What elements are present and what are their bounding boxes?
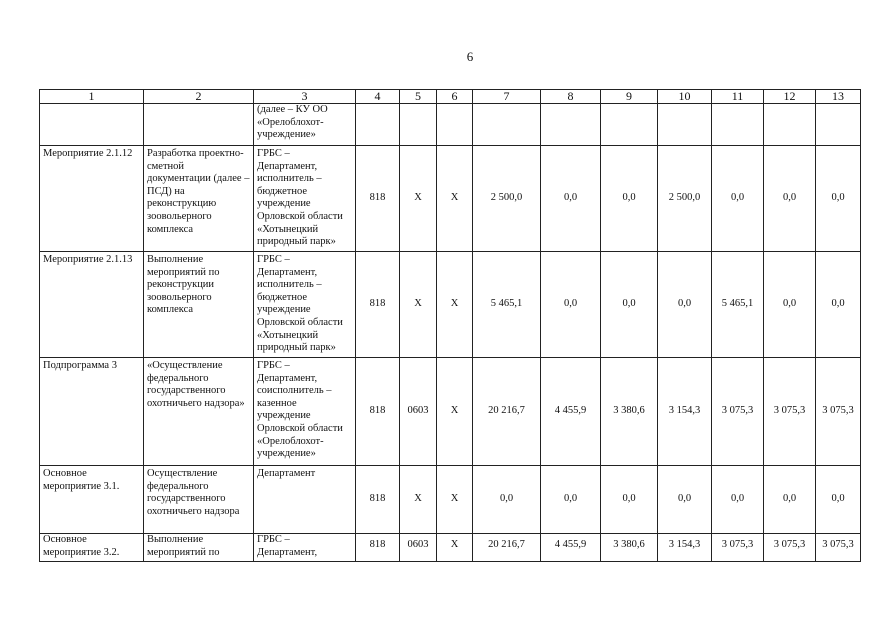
- cell-c2: Осуществление федерального государственного охотничьего надзора: [144, 466, 254, 534]
- cell-value: 3 380,6: [601, 534, 658, 562]
- table-row: [40, 358, 861, 466]
- cell-value: Х: [437, 358, 473, 466]
- cell-value: [658, 104, 712, 146]
- cell-value: 0,0: [658, 466, 712, 534]
- cell-value: 3 075,3: [816, 358, 861, 466]
- cell-value: 0,0: [541, 146, 601, 252]
- cell-c2: Выполнение мероприятий по реконструкции зоовольерного комплекса: [144, 252, 254, 358]
- cell-value: 0,0: [816, 252, 861, 358]
- header-cell-7: 7: [473, 90, 541, 104]
- cell-value: 0,0: [764, 466, 816, 534]
- cell-value: [437, 104, 473, 146]
- header-cell-9: 9: [601, 90, 658, 104]
- header-cell-4: 4: [356, 90, 400, 104]
- header-cell-8: 8: [541, 90, 601, 104]
- cell-value: [356, 104, 400, 146]
- cell-c1: Основное мероприятие 3.1.: [40, 466, 144, 534]
- header-cell-6: 6: [437, 90, 473, 104]
- cell-value: 0,0: [473, 466, 541, 534]
- cell-value: 0,0: [658, 252, 712, 358]
- cell-value: 0,0: [601, 146, 658, 252]
- cell-c1: Основное мероприятие 3.2.: [40, 534, 144, 562]
- cell-value: 0603: [400, 358, 437, 466]
- cell-value: [541, 104, 601, 146]
- cell-c1: Мероприятие 2.1.13: [40, 252, 144, 358]
- table-row: [40, 104, 861, 146]
- cell-value: 818: [356, 358, 400, 466]
- cell-c3: ГРБС – Департамент, соисполнитель – казенное учреждение Орловской области «Орелоблохот-учреждение»: [254, 358, 356, 466]
- table-row: [40, 146, 861, 252]
- cell-c1: [40, 104, 144, 146]
- cell-value: Х: [400, 252, 437, 358]
- cell-c1: Мероприятие 2.1.12: [40, 146, 144, 252]
- cell-c3: ГРБС – Департамент, исполнитель – бюджетное учреждение Орловской области «Хотынецкий природный парк»: [254, 252, 356, 358]
- cell-value: [473, 104, 541, 146]
- cell-value: [712, 104, 764, 146]
- table-row: [40, 466, 861, 534]
- cell-value: 0,0: [601, 252, 658, 358]
- cell-value: 3 154,3: [658, 358, 712, 466]
- cell-value: 0603: [400, 534, 437, 562]
- cell-value: Х: [400, 146, 437, 252]
- cell-value: Х: [437, 466, 473, 534]
- table-row: [40, 252, 861, 358]
- cell-value: 818: [356, 534, 400, 562]
- header-cell-5: 5: [400, 90, 437, 104]
- cell-value: 3 075,3: [764, 534, 816, 562]
- cell-value: 4 455,9: [541, 358, 601, 466]
- cell-value: 0,0: [764, 146, 816, 252]
- cell-value: 0,0: [601, 466, 658, 534]
- cell-c3: (далее – КУ ОО «Орелоблохот-учреждение»: [254, 104, 356, 146]
- header-cell-10: 10: [658, 90, 712, 104]
- cell-value: Х: [437, 146, 473, 252]
- cell-value: [601, 104, 658, 146]
- cell-value: 3 075,3: [816, 534, 861, 562]
- cell-c2: [144, 104, 254, 146]
- cell-value: 20 216,7: [473, 358, 541, 466]
- cell-value: 3 154,3: [658, 534, 712, 562]
- cell-value: 0,0: [712, 146, 764, 252]
- cell-value: 818: [356, 252, 400, 358]
- cell-value: 3 075,3: [764, 358, 816, 466]
- cell-value: 5 465,1: [712, 252, 764, 358]
- cell-value: 818: [356, 466, 400, 534]
- table-row: [40, 534, 861, 562]
- cell-value: Х: [400, 466, 437, 534]
- cell-value: 0,0: [816, 146, 861, 252]
- cell-value: 3 075,3: [712, 358, 764, 466]
- cell-value: 3 380,6: [601, 358, 658, 466]
- header-cell-13: 13: [816, 90, 861, 104]
- cell-value: [816, 104, 861, 146]
- cell-c2: «Осуществление федерального государственного охотничьего надзора»: [144, 358, 254, 466]
- header-cell-1: 1: [40, 90, 144, 104]
- cell-value: 20 216,7: [473, 534, 541, 562]
- cell-value: [400, 104, 437, 146]
- cell-value: 3 075,3: [712, 534, 764, 562]
- cell-value: 0,0: [541, 252, 601, 358]
- cell-value: 0,0: [816, 466, 861, 534]
- cell-c3: ГРБС – Департамент, исполнитель – бюджетное учреждение Орловской области «Хотынецкий природный парк»: [254, 146, 356, 252]
- header-row: [40, 90, 861, 104]
- budget-table: [39, 89, 861, 562]
- header-cell-11: 11: [712, 90, 764, 104]
- header-cell-3: 3: [254, 90, 356, 104]
- cell-value: Х: [437, 534, 473, 562]
- cell-value: 2 500,0: [658, 146, 712, 252]
- cell-value: 0,0: [712, 466, 764, 534]
- cell-c2: Выполнение мероприятий по: [144, 534, 254, 562]
- cell-c2: Разработка проектно-сметной документации (далее – ПСД) на реконструкцию зоовольерного комплекса: [144, 146, 254, 252]
- header-cell-2: 2: [144, 90, 254, 104]
- cell-value: 2 500,0: [473, 146, 541, 252]
- cell-c1: Подпрограмма 3: [40, 358, 144, 466]
- cell-value: 4 455,9: [541, 534, 601, 562]
- cell-c3: Департамент: [254, 466, 356, 534]
- header-cell-12: 12: [764, 90, 816, 104]
- cell-value: [764, 104, 816, 146]
- cell-value: 818: [356, 146, 400, 252]
- cell-value: 0,0: [764, 252, 816, 358]
- cell-value: Х: [437, 252, 473, 358]
- cell-value: 0,0: [541, 466, 601, 534]
- cell-value: 5 465,1: [473, 252, 541, 358]
- page-number: 6: [466, 49, 474, 64]
- cell-c3: ГРБС – Департамент,: [254, 534, 356, 562]
